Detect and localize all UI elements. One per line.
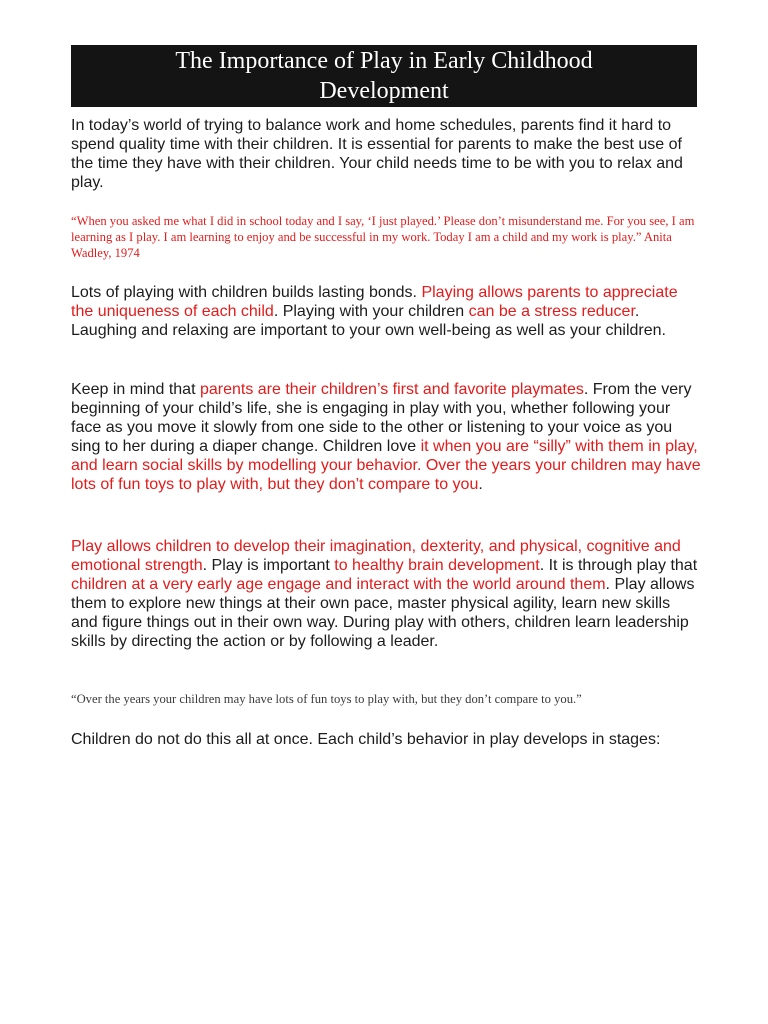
highlighted-text: children at a very early age engage and interact with the world around them (71, 576, 606, 593)
text-run: . It is through play that (539, 557, 698, 574)
bonds-paragraph (71, 283, 701, 340)
text-run: . Play allows them to explore new things at their own pace, master physical agility, learn new skills and figure things out in their own way. During play with others, children learn leadership skills by directing the action or by following a leader. (71, 576, 695, 650)
intro-paragraph: In today’s world of trying to balance work and home schedules, parents find it hard to spend quality time with their children. It is essential for parents to make the best use of the time they have with their children. Your child needs time to be with you to relax and play. (71, 117, 683, 191)
text-run: . Laughing and relaxing are important to your own well-being as well as your children. (71, 303, 666, 339)
text-run: Lots of playing with children builds lasting bonds. (71, 284, 422, 301)
highlighted-text: to healthy brain development (334, 557, 540, 574)
development-paragraph (71, 537, 701, 651)
playmates-paragraph (71, 380, 701, 494)
wadley-quote: “When you asked me what I did in school today and I say, ‘I just played.’ Please don’t misunderstand me. For you see, I am learning as I play. I am learning to enjoy and be successful in my work. Today I am a child and my work is play.” Anita Wadley, 1974 (71, 214, 695, 260)
page-title: The Importance of Play in Early Childhood Development (175, 48, 593, 104)
highlighted-text: it when you are “silly” with them in play, and learn social skills by modelling your behavior. Over the years your children may have lots of fun toys to play with, but they don’t compare to you (71, 438, 701, 493)
stages-paragraph: Children do not do this all at once. Each child’s behavior in play develops in stages: (71, 731, 661, 748)
text-run: . From the very beginning of your child’s life, she is engaging in play with you, whether following your face as you move it slowly from one side to the other or listening to your voice as you sing to her during a diaper change. Children love (71, 381, 692, 455)
highlighted-text: parents are their children’s first and favorite playmates (199, 381, 584, 398)
text-run: Keep in mind that (71, 381, 200, 398)
highlighted-text: Playing allows parents to appreciate the uniqueness of each child (71, 284, 678, 320)
highlighted-text: Play allows children to develop their imagination, dexterity, and physical, cognitive and emotional strength (71, 538, 681, 574)
title-banner (71, 45, 697, 107)
toys-quote: “Over the years your children may have lots of fun toys to play with, but they don’t compare to you.” (71, 692, 582, 706)
text-run: . (478, 476, 483, 493)
text-run: . Playing with your children (273, 303, 469, 320)
text-run: . Play is important (202, 557, 335, 574)
highlighted-text: can be a stress reducer (468, 303, 635, 320)
